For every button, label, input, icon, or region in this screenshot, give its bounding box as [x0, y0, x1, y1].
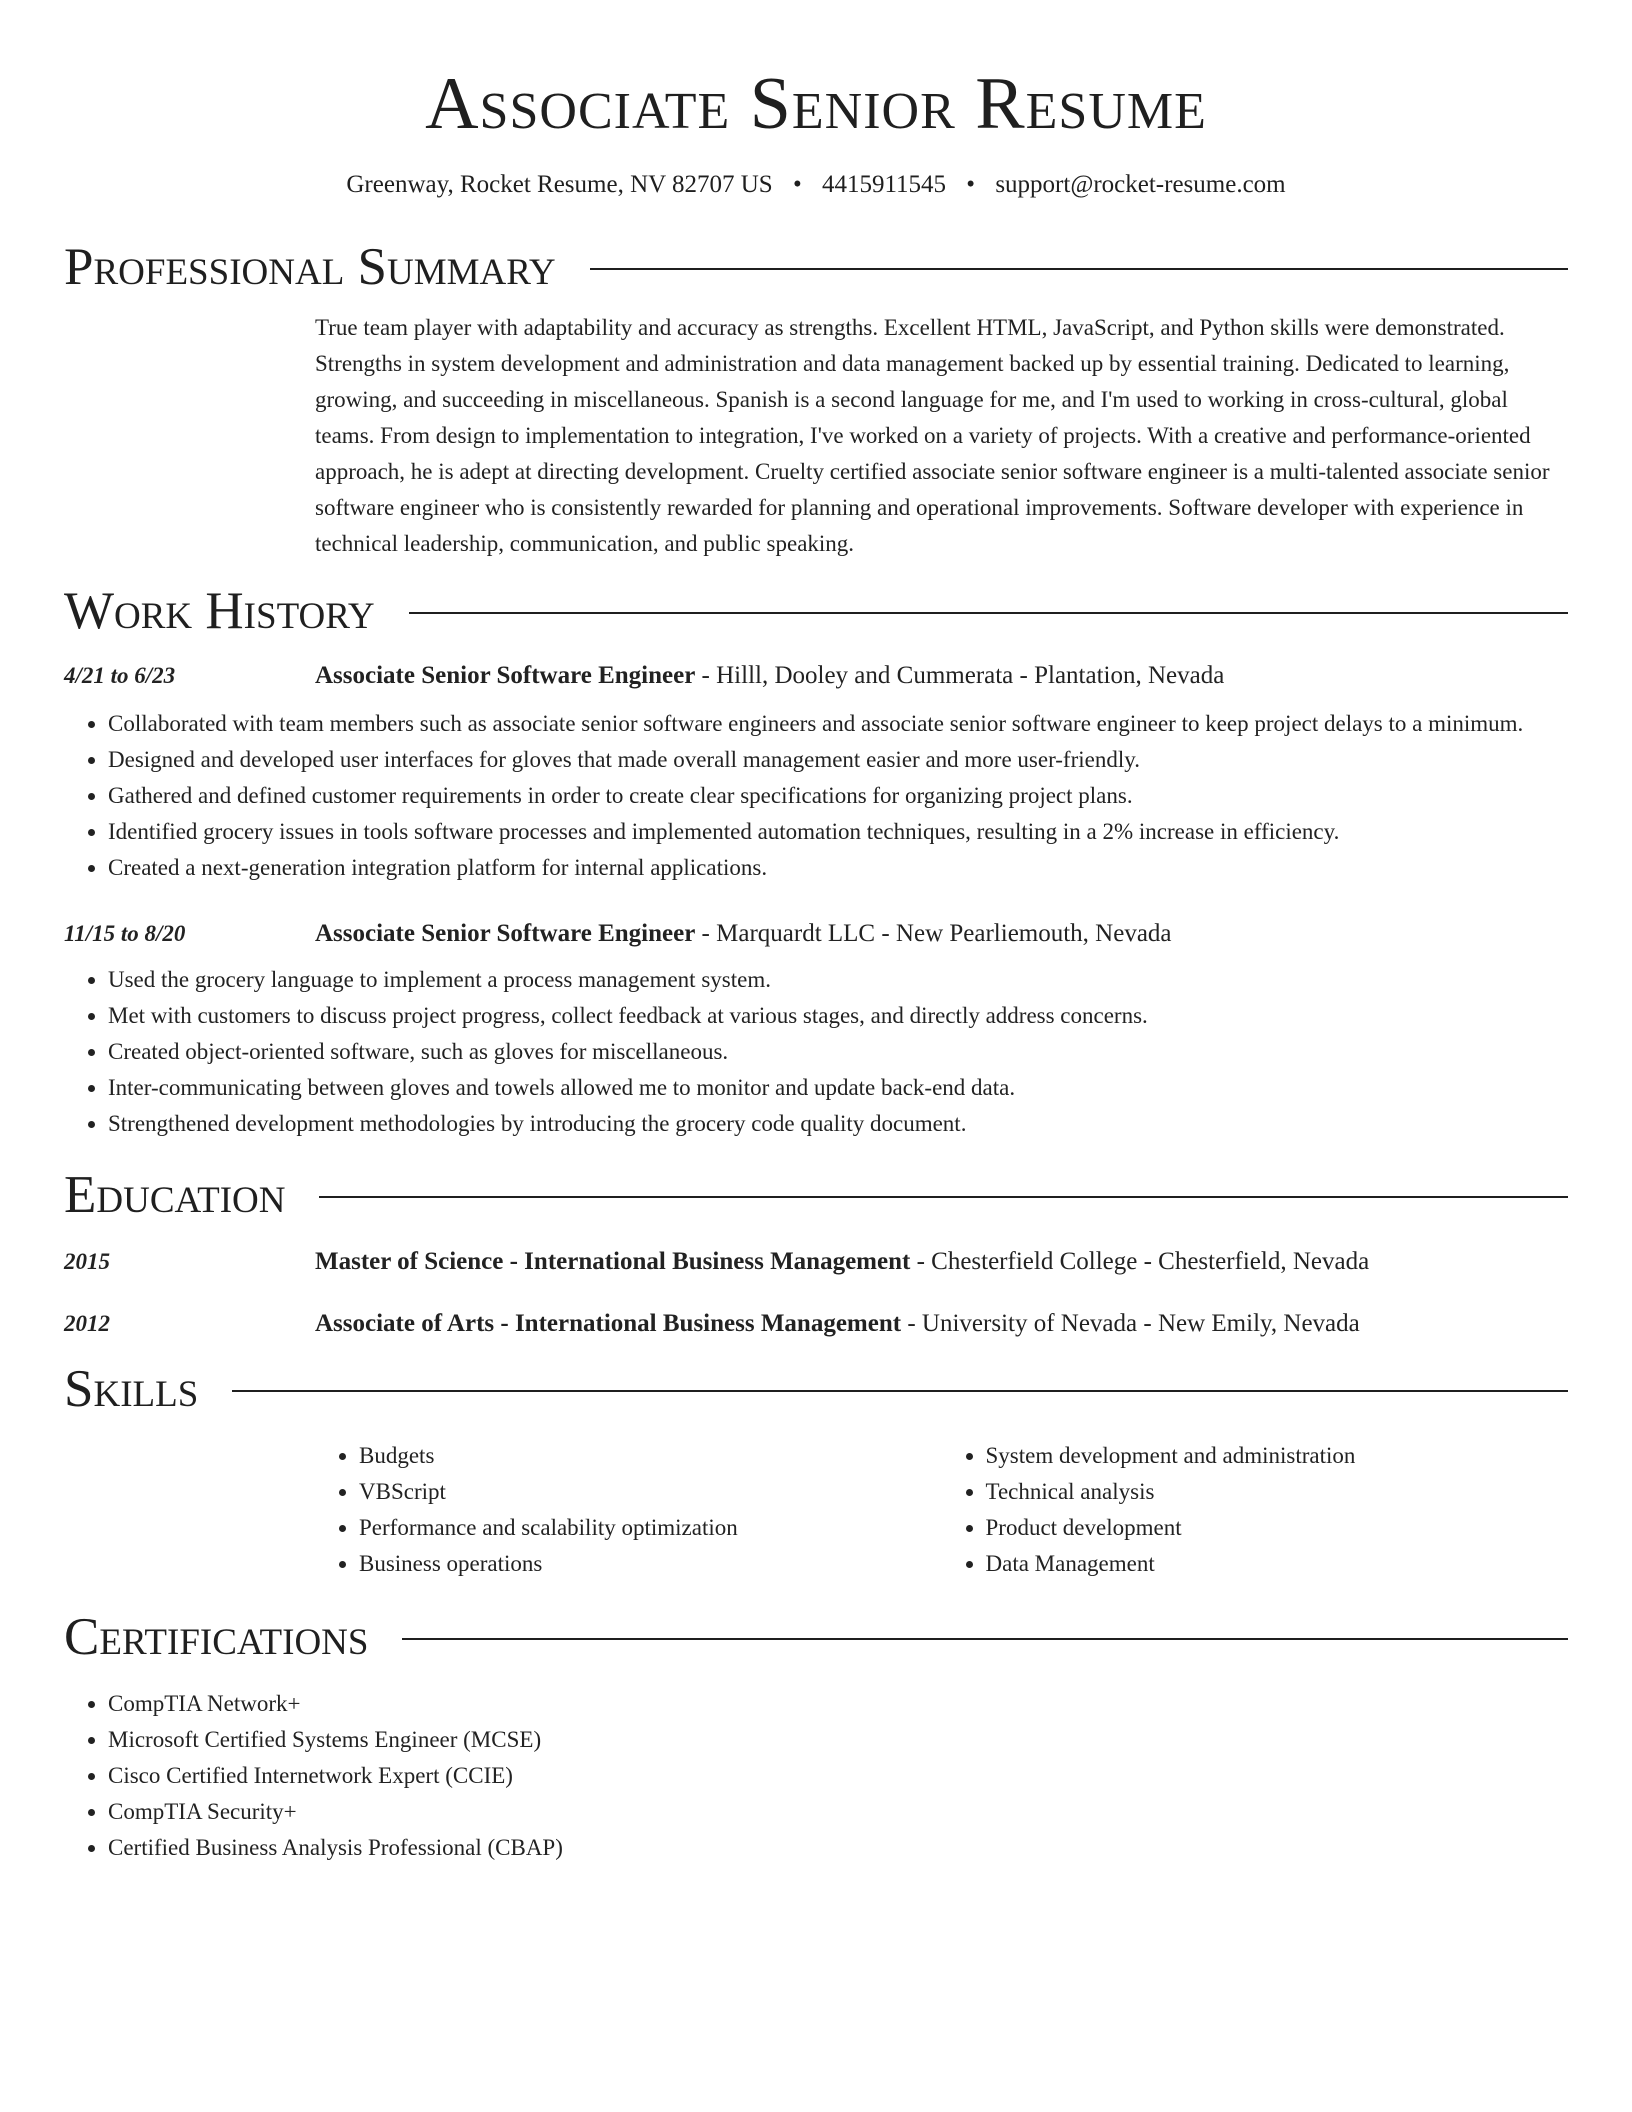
section-divider: [590, 268, 1568, 270]
section-header: [64, 1354, 1568, 1424]
list-item: • Designed and developed user interfaces for gloves that made overall management easier and more user-friendly.: [108, 742, 1568, 778]
list-item: • Created object-oriented software, such as gloves for miscellaneous.: [108, 1034, 1568, 1070]
skills-columns: [315, 1438, 1568, 1582]
list-item: • CompTIA Network+: [108, 1686, 1568, 1722]
job-dates: 4/21 to 6/23: [64, 663, 176, 688]
contact-address: Greenway, Rocket Resume, NV 82707 US: [346, 171, 773, 198]
list-item: • Created a next-generation integration platform for internal applications.: [108, 850, 1568, 886]
list-item: • Collaborated with team members such as associate senior software engineers and associate senior software engineer to keep project delays to a minimum.: [108, 706, 1568, 742]
job-dates: 11/15 to 8/20: [64, 921, 186, 946]
education-line: [315, 1248, 1369, 1276]
summary-section: [64, 232, 1568, 562]
list-item: • Certified Business Analysis Professional (CBAP): [108, 1830, 1568, 1866]
education-entry: [64, 1310, 1568, 1338]
job-title: Associate Senior Software Engineer: [315, 662, 696, 689]
section-title-education: Education: [64, 1166, 286, 1224]
list-item: • VBScript: [359, 1474, 942, 1510]
list-item: • CompTIA Security+: [108, 1794, 1568, 1830]
list-item: • Product development: [986, 1510, 1569, 1546]
contact-phone: 4415911545: [821, 171, 947, 198]
work-history-section: [64, 576, 1568, 1142]
list-item: • Technical analysis: [986, 1474, 1569, 1510]
skills-list-left: [315, 1438, 942, 1582]
job-header: [64, 920, 1568, 948]
list-item: • Inter-communicating between gloves and towels allowed me to monitor and update back-end data.: [108, 1070, 1568, 1106]
section-divider: [319, 1196, 1568, 1198]
job-entry: [64, 920, 1568, 1142]
resume-title: Associate Senior Resume: [425, 63, 1207, 145]
contact-separator: •: [966, 171, 976, 198]
job-title-line: [315, 662, 1224, 690]
list-item: • Strengthened development methodologies by introducing the grocery code quality document.: [108, 1106, 1568, 1142]
section-divider: [232, 1390, 1568, 1392]
job-header: [64, 662, 1568, 690]
education-year: 2012: [64, 1311, 110, 1336]
section-divider: [409, 612, 1568, 614]
list-item: • Budgets: [359, 1438, 942, 1474]
contact-separator: •: [792, 171, 802, 198]
education-details: - Chesterfield College - Chesterfield, Nevada: [910, 1248, 1370, 1275]
education-degree: Associate of Arts - International Business Management: [315, 1310, 902, 1337]
list-item: • Used the grocery language to implement a process management system.: [108, 962, 1568, 998]
certifications-section: [64, 1602, 1568, 1866]
education-details: - University of Nevada - New Emily, Nevada: [901, 1310, 1360, 1337]
job-title-line: [315, 920, 1172, 948]
section-title-skills: Skills: [64, 1360, 199, 1418]
section-title-certifications: Certifications: [64, 1608, 369, 1666]
section-header: [64, 232, 1568, 302]
section-header: [64, 1602, 1568, 1672]
job-title: Associate Senior Software Engineer: [315, 920, 696, 947]
list-item: • Microsoft Certified Systems Engineer (MCSE): [108, 1722, 1568, 1758]
list-item: • Met with customers to discuss project progress, collect feedback at various stages, and directly address concerns.: [108, 998, 1568, 1034]
job-details: - Marquardt LLC - New Pearliemouth, Nevada: [695, 920, 1172, 947]
list-item: • Gathered and defined customer requirements in order to create clear specifications for organizing project plans.: [108, 778, 1568, 814]
job-bullets: [64, 706, 1568, 886]
job-bullets: [64, 962, 1568, 1142]
list-item: • System development and administration: [986, 1438, 1569, 1474]
list-item: • Identified grocery issues in tools software processes and implemented automation techniques, resulting in a 2% increase in efficiency.: [108, 814, 1568, 850]
education-year: 2015: [64, 1249, 110, 1274]
section-title-summary: Professional Summary: [64, 238, 556, 296]
education-entry: [64, 1248, 1568, 1276]
certifications-list: [64, 1686, 1568, 1866]
contact-email: support@rocket-resume.com: [995, 171, 1286, 198]
list-item: • Cisco Certified Internetwork Expert (CCIE): [108, 1758, 1568, 1794]
section-header: [64, 576, 1568, 646]
education-degree: Master of Science - International Business Management: [315, 1248, 911, 1275]
education-section: [64, 1160, 1568, 1338]
section-title-work: Work History: [64, 582, 375, 640]
section-header: [64, 1160, 1568, 1230]
job-details: - Hilll, Dooley and Cummerata - Plantation, Nevada: [695, 662, 1225, 689]
contact-line: [64, 168, 1568, 202]
education-line: [315, 1310, 1360, 1338]
list-item: • Business operations: [359, 1546, 942, 1582]
list-item: • Performance and scalability optimization: [359, 1510, 942, 1546]
skills-section: [64, 1354, 1568, 1582]
skills-list-right: [942, 1438, 1569, 1582]
list-item: • Data Management: [986, 1546, 1569, 1582]
job-entry: [64, 662, 1568, 886]
section-divider: [402, 1638, 1568, 1640]
summary-text: True team player with adaptability and accuracy as strengths. Excellent HTML, JavaScript, and Python skills were demonstrated. Strengths in system development and administration and data management backed up by essential training. Dedicated to learning, growing, and succeeding in miscellaneous. Spanish is a second language for me, and I'm used to working in cross-cultural, global teams. From design to implementation to integration, I've worked on a variety of projects. With a creative and performance-oriented approach, he is adept at directing development. Cruelty certified associate senior software engineer is a multi-talented associate senior software engineer who is consistently rewarded for planning and operational improvements. Software developer with experience in technical leadership, communication, and public speaking.: [315, 315, 1550, 556]
